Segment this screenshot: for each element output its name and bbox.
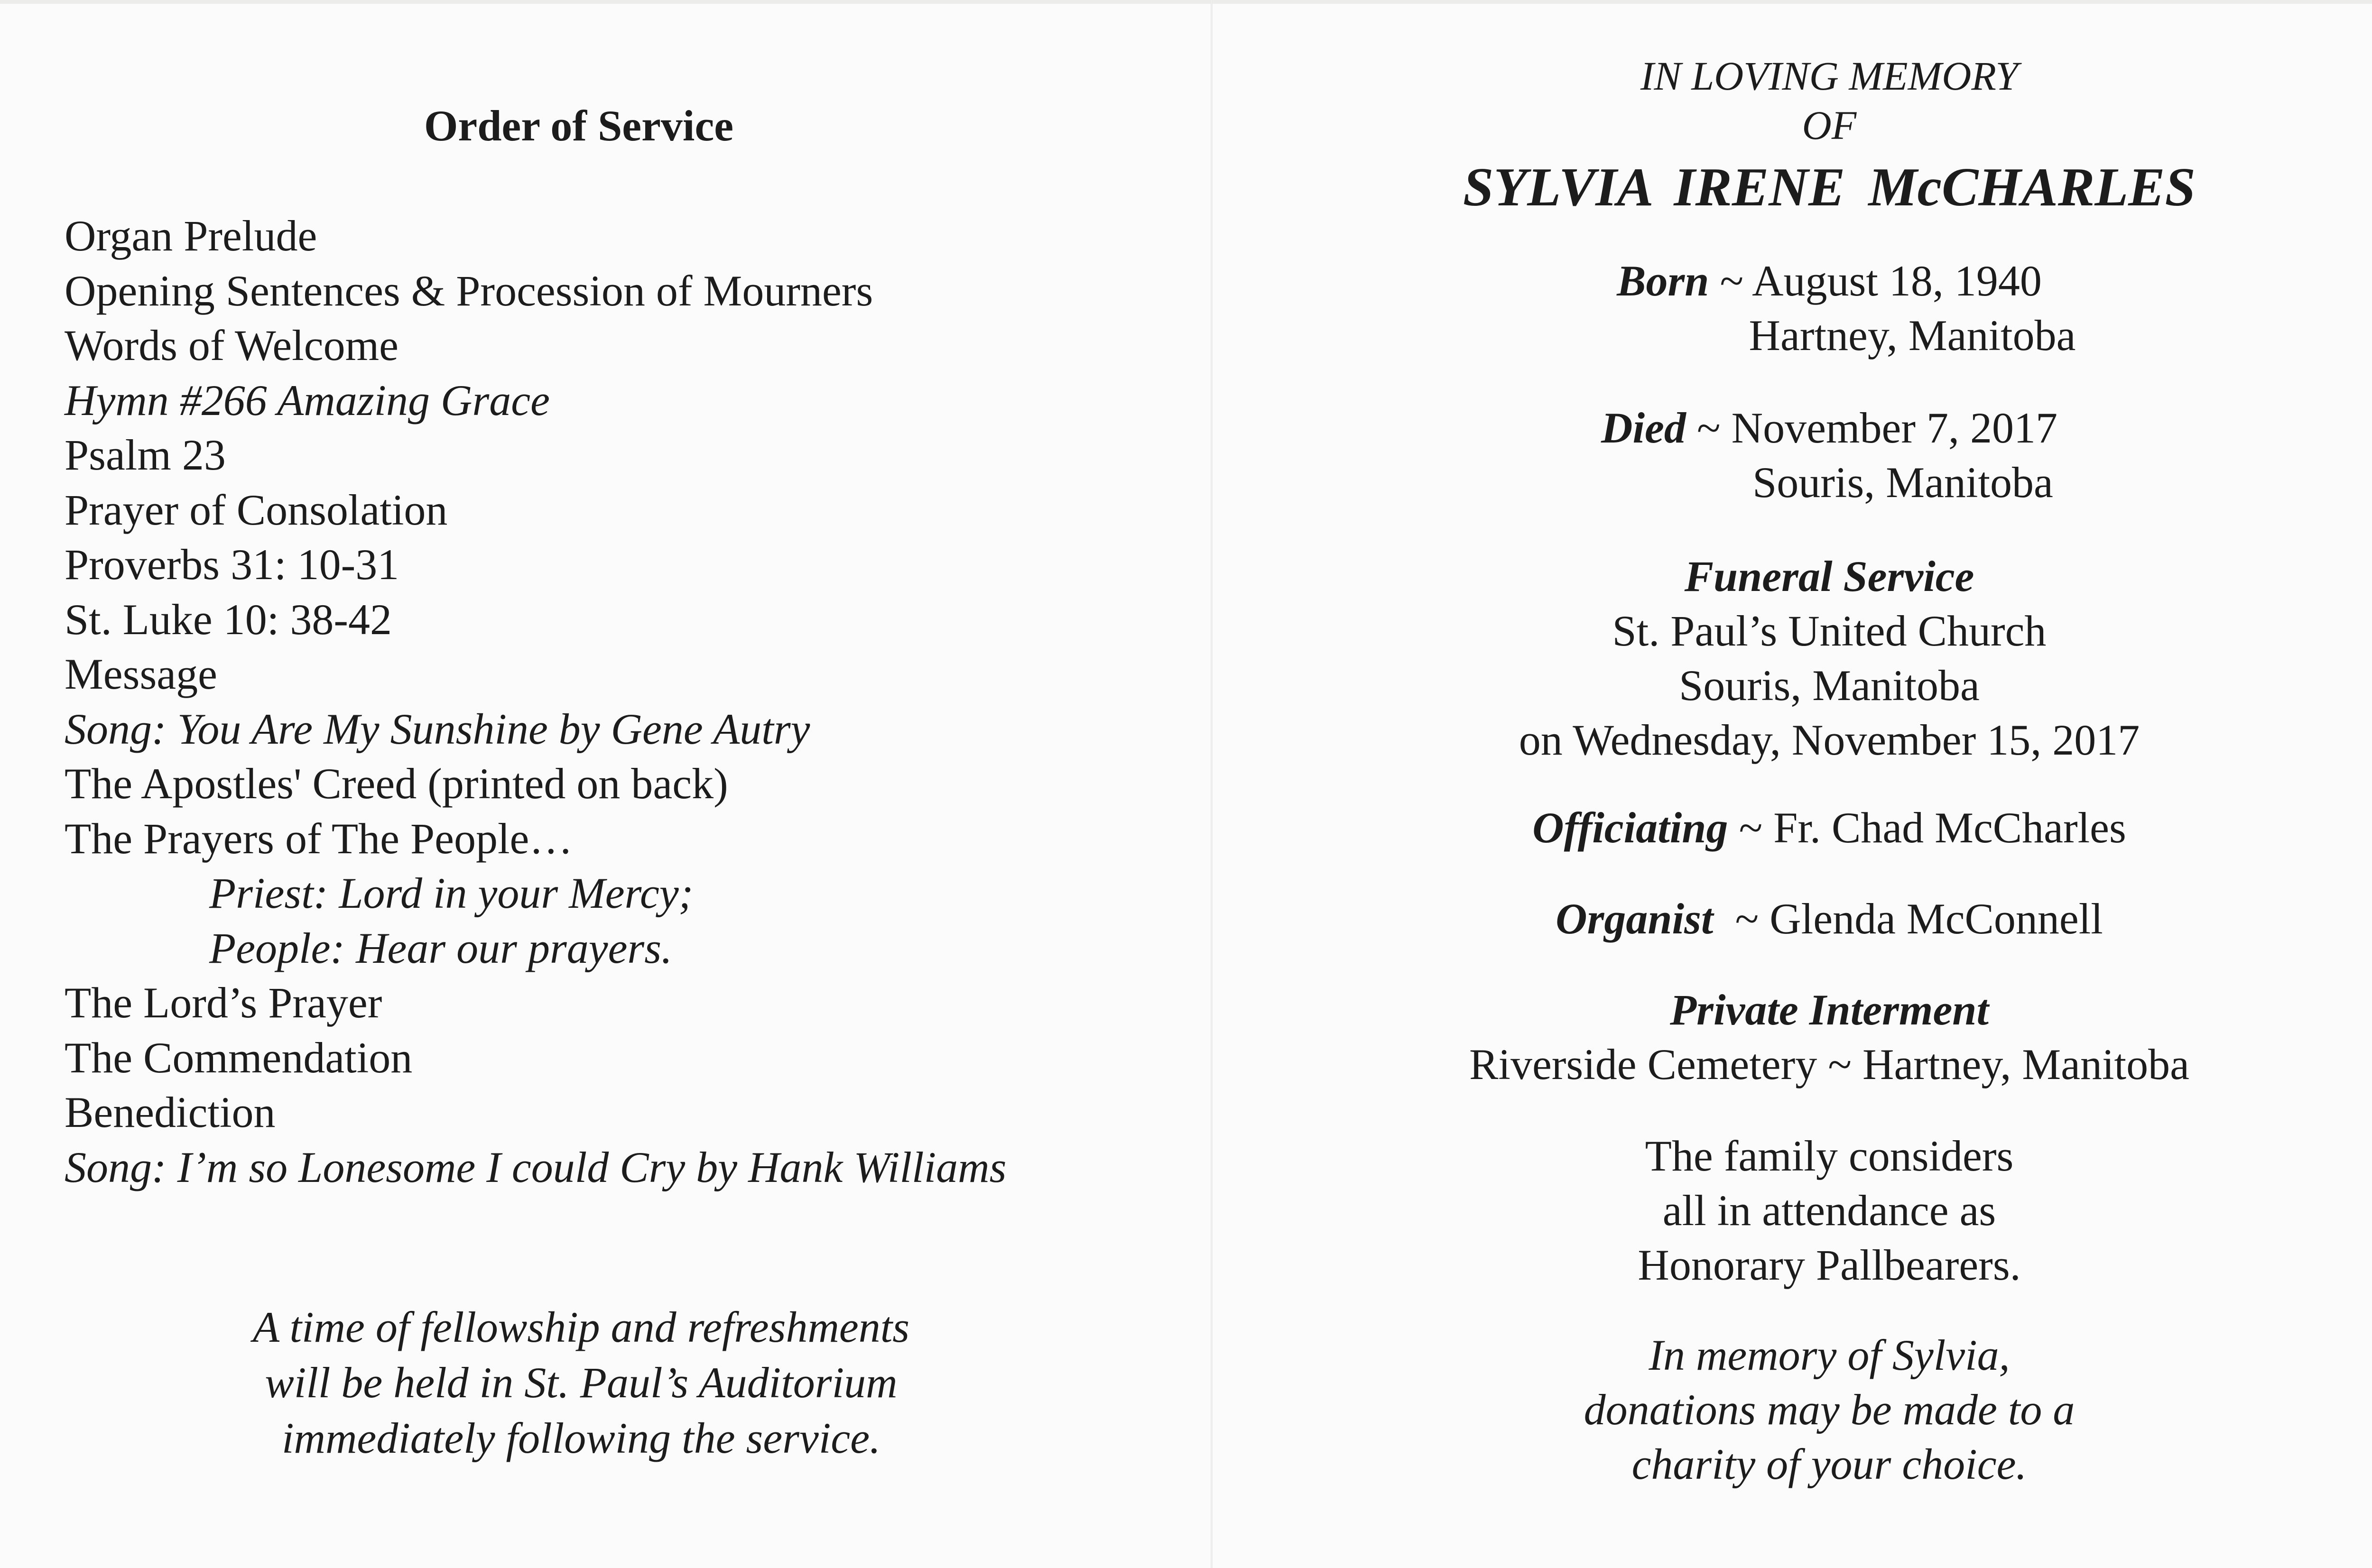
program-item: The Prayers of The People… bbox=[65, 814, 573, 863]
died-date: ~ November 7, 2017 bbox=[1696, 404, 2057, 452]
program-item: St. Luke 10: 38-42 bbox=[65, 595, 392, 644]
donations-note bbox=[1213, 1328, 2372, 1492]
program-item: The Commendation bbox=[65, 1033, 413, 1082]
officiating-label: Officiating bbox=[1532, 803, 1728, 852]
interment-value: Riverside Cemetery ~ Hartney, Manitoba bbox=[1469, 1040, 2189, 1088]
funeral-date: on Wednesday, November 15, 2017 bbox=[1519, 716, 2140, 764]
died-label: Died bbox=[1601, 404, 1686, 452]
program-item: Prayer of Consolation bbox=[65, 485, 448, 534]
program-item: Hymn #266 Amazing Grace bbox=[65, 376, 550, 424]
born-section bbox=[1213, 254, 2372, 363]
fellowship-line: immediately following the service. bbox=[281, 1414, 881, 1462]
program-item: Organ Prelude bbox=[65, 212, 317, 260]
funeral-place: Souris, Manitoba bbox=[1679, 661, 1980, 710]
program-item: The Lord’s Prayer bbox=[65, 978, 382, 1027]
interment-section bbox=[1213, 983, 2372, 1092]
program-item: Song: You Are My Sunshine by Gene Autry bbox=[65, 704, 810, 753]
program-item: Benediction bbox=[65, 1088, 276, 1136]
program-item: Priest: Lord in your Mercy; bbox=[209, 869, 694, 917]
program-item: Words of Welcome bbox=[65, 321, 398, 369]
program-item: People: Hear our prayers. bbox=[209, 923, 673, 972]
fellowship-line: will be held in St. Paul’s Auditorium bbox=[265, 1358, 898, 1407]
program-item: Song: I’m so Lonesome I could Cry by Hank Williams bbox=[65, 1143, 1007, 1191]
fellowship-note bbox=[0, 1300, 1162, 1466]
funeral-church: St. Paul’s United Church bbox=[1612, 607, 2047, 655]
funeral-service-label: Funeral Service bbox=[1684, 552, 1974, 600]
born-line bbox=[1213, 254, 2372, 308]
of-text: OF bbox=[1802, 102, 1857, 148]
program-item: Psalm 23 bbox=[65, 431, 226, 479]
fellowship-line: A time of fellowship and refreshments bbox=[252, 1303, 910, 1351]
program-item: Message bbox=[65, 650, 217, 698]
organist-section bbox=[1213, 892, 2372, 946]
in-loving-memory-text: IN LOVING MEMORY bbox=[1640, 53, 2019, 99]
died-line bbox=[1213, 401, 2372, 455]
program-item: Proverbs 31: 10-31 bbox=[65, 540, 399, 589]
organist-value: ~ Glenda McConnell bbox=[1735, 895, 2103, 943]
in-loving-memory-heading bbox=[1213, 51, 2372, 150]
deceased-name: SYLVIA IRENE McCHARLES bbox=[1463, 157, 2196, 218]
born-label: Born bbox=[1617, 257, 1709, 305]
born-place: Hartney, Manitoba bbox=[1749, 311, 2076, 360]
memorial-details-panel bbox=[1213, 0, 2372, 1568]
pallbearers-line: all in attendance as bbox=[1662, 1186, 1996, 1235]
funeral-service-section bbox=[1213, 549, 2372, 767]
pallbearers-note bbox=[1213, 1129, 2372, 1292]
interment-label: Private Interment bbox=[1669, 986, 1989, 1034]
died-section bbox=[1213, 401, 2372, 510]
donations-line: donations may be made to a bbox=[1584, 1385, 2075, 1434]
donations-line: In memory of Sylvia, bbox=[1649, 1331, 2010, 1379]
program-item: The Apostles' Creed (printed on back) bbox=[65, 759, 728, 808]
officiating-section bbox=[1213, 801, 2372, 855]
program-item: Opening Sentences & Procession of Mourners bbox=[65, 266, 873, 315]
died-place: Souris, Manitoba bbox=[1752, 458, 2053, 507]
pallbearers-line: The family considers bbox=[1645, 1132, 2014, 1180]
organist-label: Organist bbox=[1556, 895, 1714, 943]
officiating-value: ~ Fr. Chad McCharles bbox=[1739, 803, 2126, 852]
order-of-service-title: Order of Service bbox=[424, 101, 734, 150]
service-program-list bbox=[65, 209, 1194, 1195]
born-date: ~ August 18, 1940 bbox=[1720, 257, 2042, 305]
donations-line: charity of your choice. bbox=[1631, 1440, 2027, 1488]
pallbearers-line: Honorary Pallbearers. bbox=[1638, 1241, 2021, 1289]
